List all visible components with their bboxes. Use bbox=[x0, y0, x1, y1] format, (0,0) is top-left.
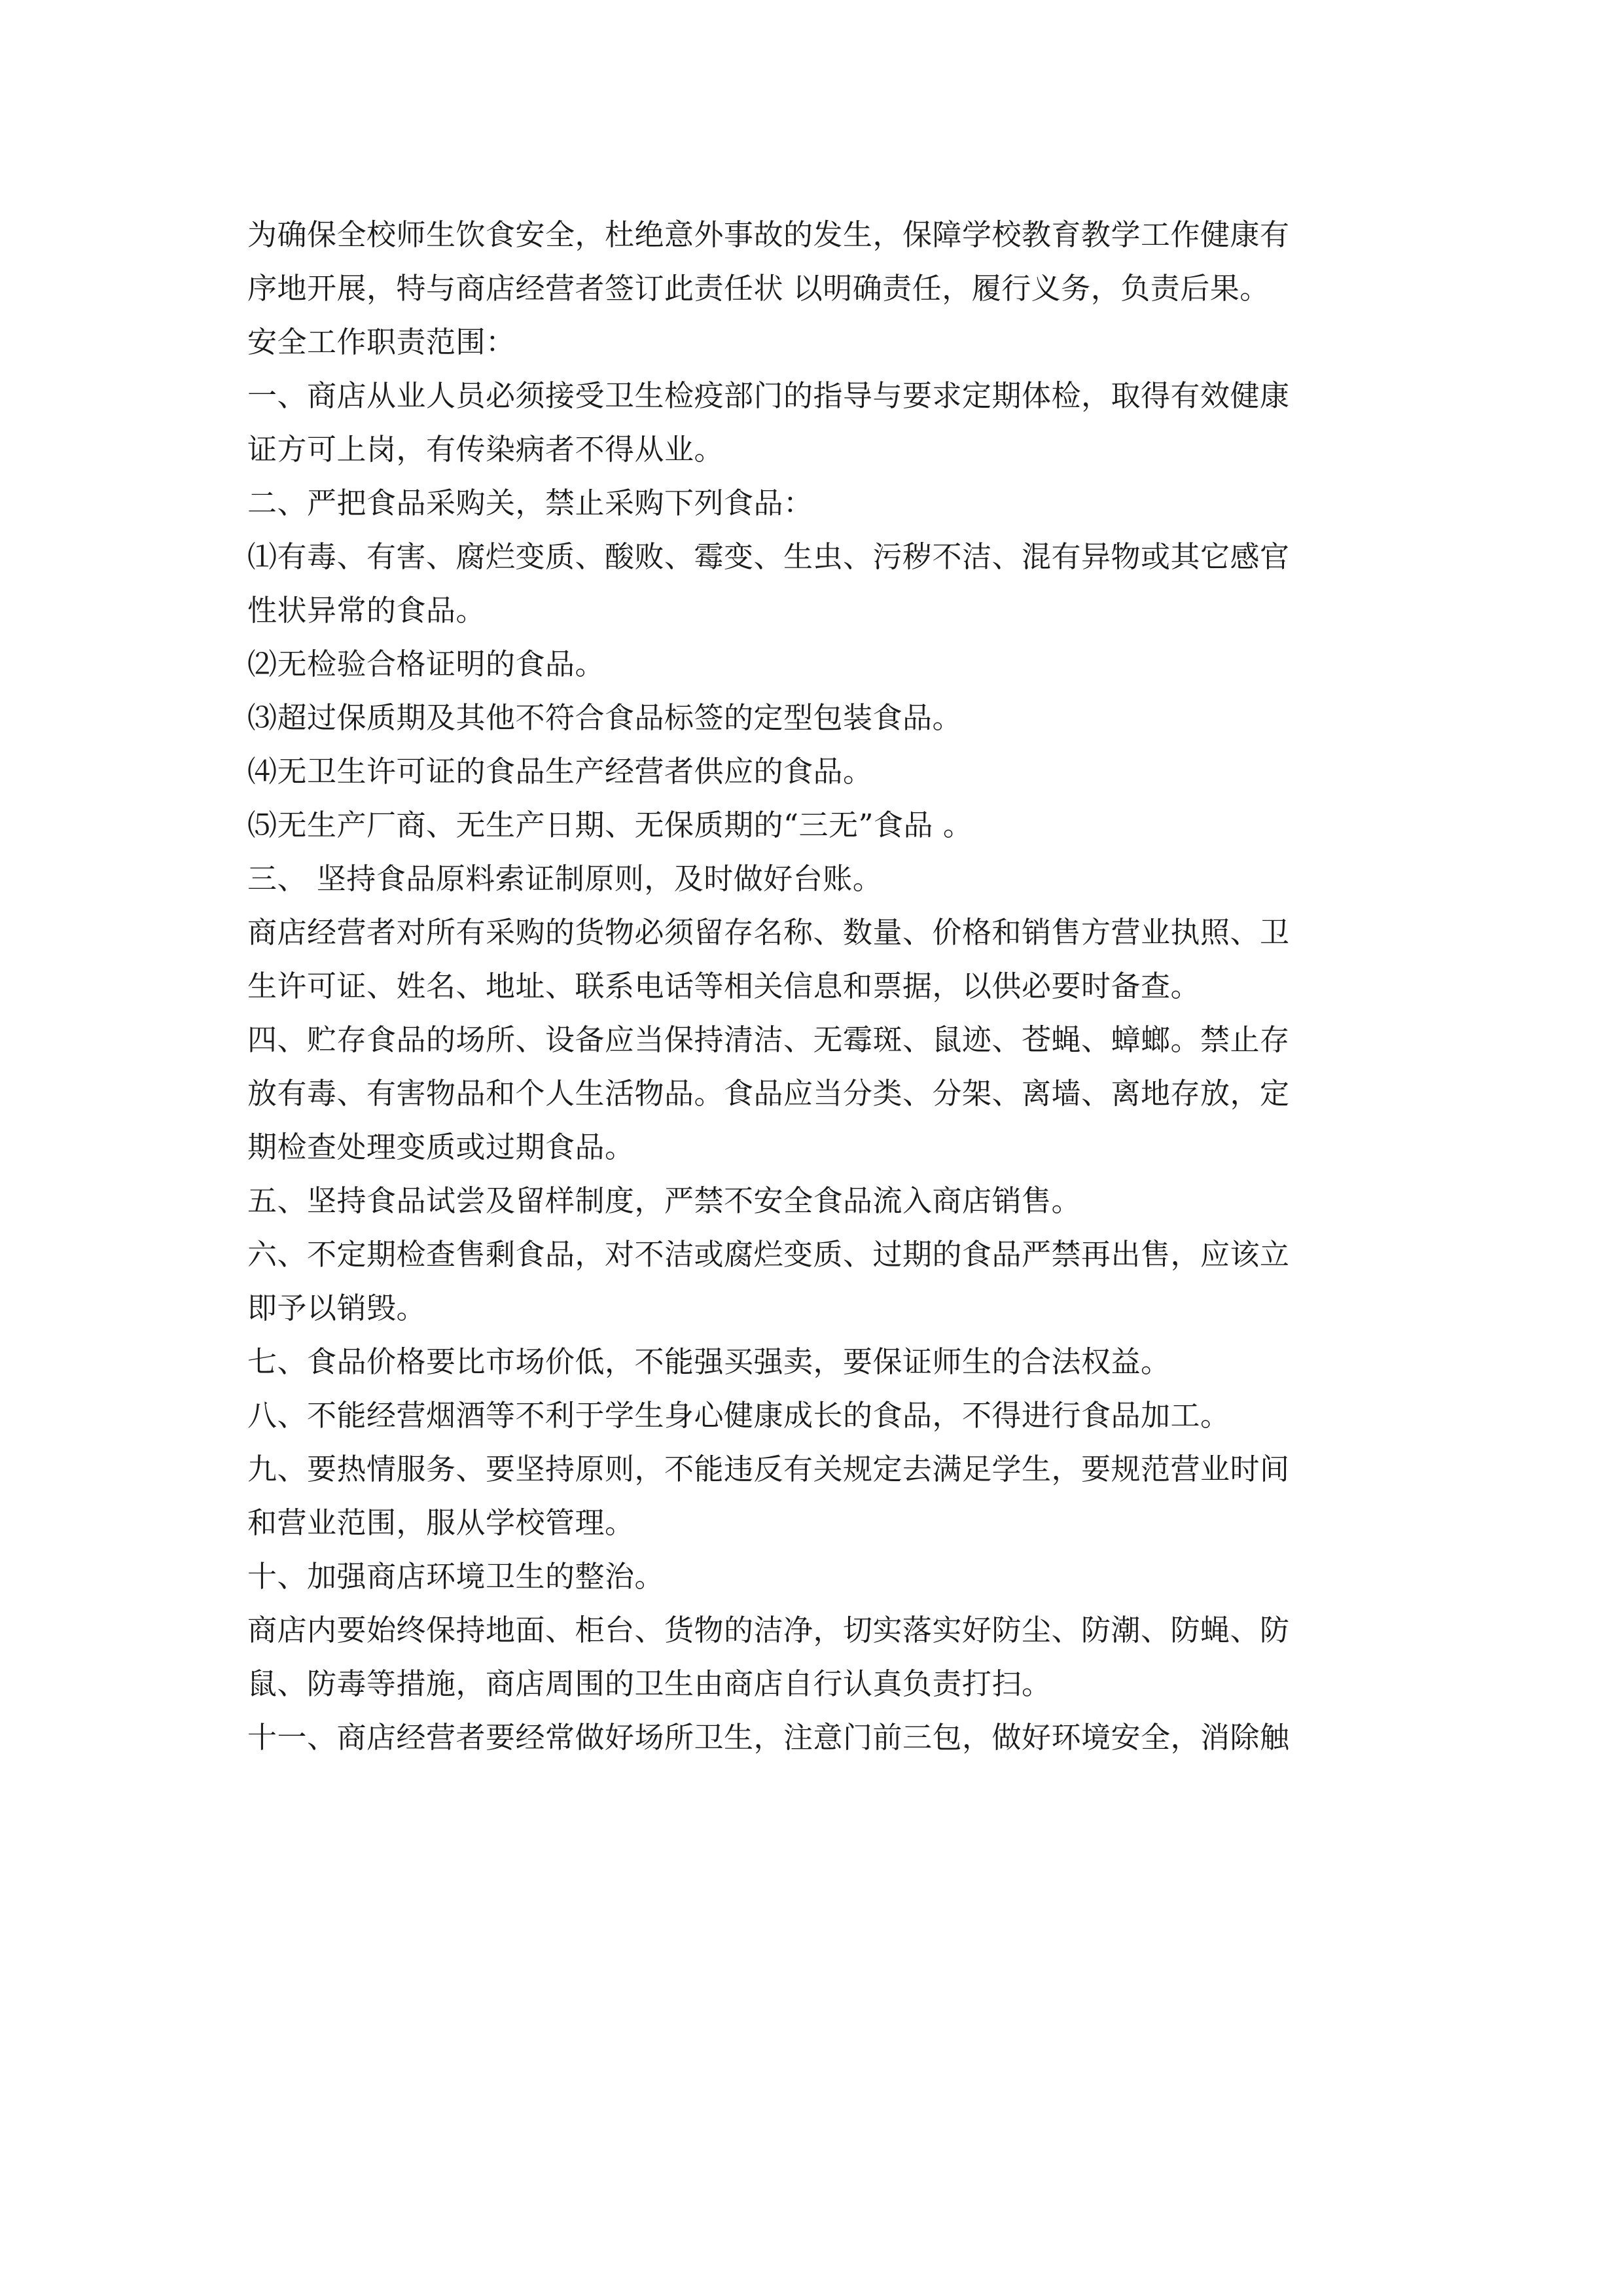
list-item: ⑶超过保质期及其他不符合食品标签的定型包装食品。 bbox=[247, 700, 963, 735]
text-line: 期检查处理变质或过期食品。 bbox=[247, 1130, 635, 1164]
text-line: 八、不能经营烟酒等不利于学生身心健康成长的食品，不得进行食品加工。 bbox=[247, 1398, 1230, 1433]
text-line: 十、加强商店环境卫生的整治。 bbox=[247, 1559, 665, 1594]
text-line: 商店经营者对所有采购的货物必须留存名称、数量、价格和销售方营业执照、卫 bbox=[247, 915, 1290, 950]
text-line: 三、 坚持食品原料索证制原则，及时做好台账。 bbox=[247, 861, 883, 896]
text-line: 鼠、防毒等措施，商店周围的卫生由商店自行认真负责打扫。 bbox=[247, 1666, 1052, 1701]
text-line: 为确保全校师生饮食安全，杜绝意外事故的发生，保障学校教育教学工作健康有 bbox=[247, 217, 1290, 252]
text-line: 二、严把食品采购关，禁止采购下列食品： bbox=[247, 486, 813, 520]
text-line: 和营业范围，服从学校管理。 bbox=[247, 1505, 635, 1540]
text-line: 商店内要始终保持地面、柜台、货物的洁净，切实落实好防尘、防潮、防蝇、防 bbox=[247, 1613, 1290, 1647]
text-line: 证方可上岗，有传染病者不得从业。 bbox=[247, 432, 724, 467]
text-line: 一、商店从业人员必须接受卫生检疫部门的指导与要求定期体检，取得有效健康 bbox=[247, 378, 1290, 413]
text-line: 十一、商店经营者要经常做好场所卫生，注意门前三包，做好环境安全，消除触 bbox=[247, 1720, 1290, 1755]
text-line: 六、不定期检查售剩食品，对不洁或腐烂变质、过期的食品严禁再出售，应该立 bbox=[247, 1237, 1290, 1272]
text-line: 生许可证、姓名、地址、联系电话等相关信息和票据，以供必要时备查。 bbox=[247, 969, 1201, 1003]
text-line: 五、坚持食品试尝及留样制度，严禁不安全食品流入商店销售。 bbox=[247, 1183, 1082, 1218]
list-item: ⑵无检验合格证明的食品。 bbox=[247, 647, 605, 681]
list-item: ⑸无生产厂商、无生产日期、无保质期的“三无”食品 。 bbox=[247, 808, 973, 842]
list-item: 性状异常的食品。 bbox=[247, 593, 486, 628]
text-line: 四、贮存食品的场所、设备应当保持清洁、无霉斑、鼠迹、苍蝇、蟑螂。禁止存 bbox=[247, 1022, 1290, 1057]
list-item: ⑴有毒、有害、腐烂变质、酸败、霉变、生虫、污秽不洁、混有异物或其它感官 bbox=[247, 539, 1290, 574]
document-body bbox=[247, 208, 1386, 1765]
section-heading: 安全工作职责范围： bbox=[247, 325, 516, 359]
text-line: 即予以销毁。 bbox=[247, 1291, 427, 1325]
text-line: 序地开展，特与商店经营者签订此责任状 以明确责任，履行义务，负责后果。 bbox=[247, 271, 1270, 306]
text-line: 七、食品价格要比市场价低，不能强买强卖，要保证师生的合法权益。 bbox=[247, 1344, 1171, 1379]
list-item: ⑷无卫生许可证的食品生产经营者供应的食品。 bbox=[247, 754, 873, 789]
text-line: 九、要热情服务、要坚持原则，不能违反有关规定去满足学生，要规范营业时间 bbox=[247, 1452, 1290, 1486]
text-line: 放有毒、有害物品和个人生活物品。食品应当分类、分架、离墙、离地存放，定 bbox=[247, 1076, 1290, 1111]
